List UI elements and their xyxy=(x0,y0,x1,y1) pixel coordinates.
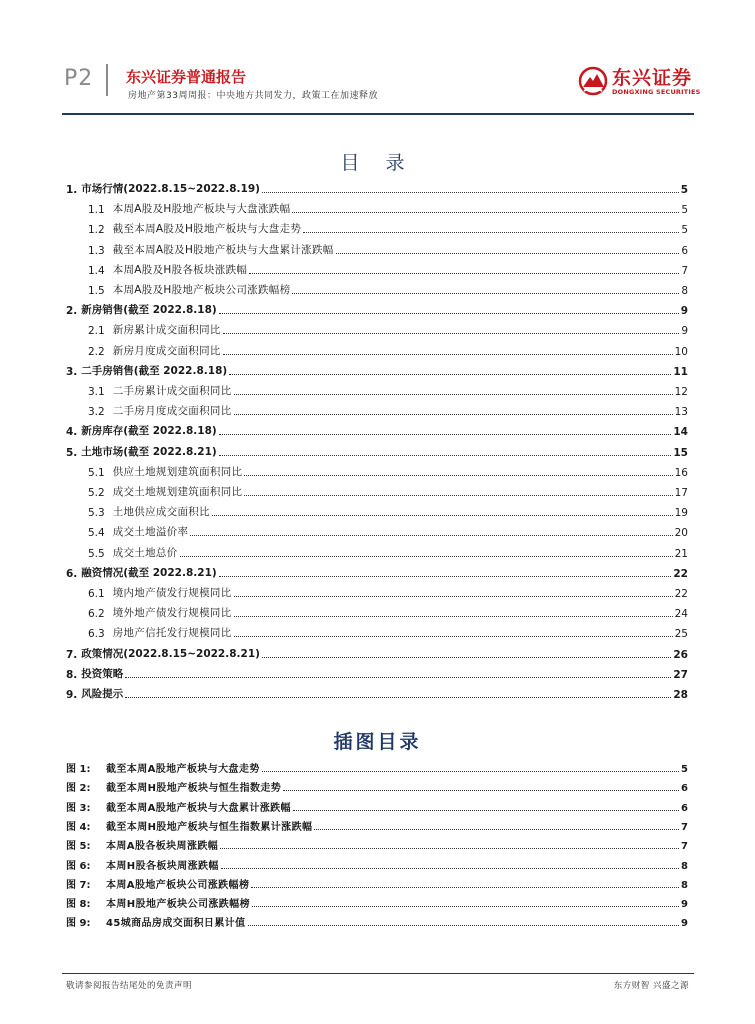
toc-entry[interactable] xyxy=(88,503,688,519)
toc-entry-number: 5. xyxy=(66,446,78,459)
figure-title: 本周H股地产板块公司涨跌幅榜 xyxy=(106,899,250,911)
figure-entry[interactable] xyxy=(66,913,688,929)
toc-entry[interactable] xyxy=(88,281,688,297)
logo-text: 东兴证券 xyxy=(612,67,693,89)
figure-label: 图 6: xyxy=(66,860,91,872)
toc-entry-page: 10 xyxy=(674,345,688,358)
toc-entry-page: 25 xyxy=(674,628,688,641)
report-brand-title: 东兴证券普通报告 xyxy=(126,68,247,86)
figure-page: 8 xyxy=(681,860,688,872)
dot-leader xyxy=(234,636,673,637)
toc-entry[interactable] xyxy=(88,402,688,418)
toc-entry-page: 8 xyxy=(681,285,688,297)
toc-entry-number: 4. xyxy=(66,426,78,439)
toc-entry-page: 14 xyxy=(673,426,688,439)
toc-entry-page: 9 xyxy=(681,325,688,338)
toc-entry-title: 房地产信托发行规模同比 xyxy=(112,627,232,640)
toc-entry-title: 新房月度成交面积同比 xyxy=(112,344,221,357)
figure-page: 6 xyxy=(681,802,688,814)
figure-entry[interactable] xyxy=(66,836,688,852)
dot-leader xyxy=(221,868,679,869)
toc-entry-title: 新房累计成交面积同比 xyxy=(112,324,221,337)
dot-leader xyxy=(262,657,671,658)
toc-entry-page: 22 xyxy=(673,567,688,580)
toc-entry-title: 二手房累计成交面积同比 xyxy=(112,385,232,397)
toc-entry-title: 成交土地溢价率 xyxy=(112,526,189,539)
toc-entry-number: 6.2 xyxy=(88,608,105,621)
toc-entry-number: 1.4 xyxy=(88,264,105,277)
figure-page: 7 xyxy=(681,841,688,853)
toc-entry-number: 7. xyxy=(66,648,78,661)
toc-entry-title: 二手房销售(截至 2022.8.18) xyxy=(81,364,228,377)
dot-leader xyxy=(229,374,671,375)
figure-entry[interactable] xyxy=(66,798,688,814)
footer-rule xyxy=(62,973,694,974)
dot-leader xyxy=(244,475,672,476)
toc-entry-title: 风险提示 xyxy=(81,688,124,700)
toc-entry-page: 26 xyxy=(673,648,688,661)
toc-entry[interactable] xyxy=(88,382,688,398)
toc-entry-title: 成交土地规划建筑面积同比 xyxy=(112,486,243,498)
dot-leader xyxy=(234,394,673,395)
figure-page: 7 xyxy=(681,821,688,833)
toc-entry-number: 1.3 xyxy=(88,244,105,257)
dot-leader xyxy=(244,495,672,496)
toc-entry-page: 24 xyxy=(674,608,688,621)
toc-entry[interactable] xyxy=(88,261,688,277)
dot-leader xyxy=(336,253,680,254)
toc-entry[interactable] xyxy=(66,362,688,378)
toc-entry[interactable] xyxy=(88,624,688,640)
toc-entry-title: 投资策略 xyxy=(81,667,124,680)
toc-entry-title: 土地供应成交面积比 xyxy=(112,506,210,519)
toc-entry-title: 本周A股及H股地产板块公司涨跌幅榜 xyxy=(112,284,291,296)
dot-leader xyxy=(251,887,679,888)
toc-entry-title: 截至本周A股及H股地产板块与大盘走势 xyxy=(112,223,302,236)
toc-entry[interactable] xyxy=(88,463,688,479)
toc-entry-title: 成交土地总价 xyxy=(112,546,178,559)
dot-leader xyxy=(125,697,671,698)
toc-entry-page: 20 xyxy=(674,527,688,540)
toc-entry[interactable] xyxy=(88,200,688,216)
dot-leader xyxy=(283,790,679,791)
figure-title: 45城商品房成交面积日累计值 xyxy=(106,918,246,930)
dot-leader xyxy=(219,434,672,435)
toc-entry-page: 11 xyxy=(673,365,688,378)
dot-leader xyxy=(219,576,672,577)
figure-entry[interactable] xyxy=(66,856,688,872)
toc-entry-page: 28 xyxy=(673,689,688,701)
figure-page: 9 xyxy=(681,918,688,930)
toc-entry-page: 13 xyxy=(674,406,688,419)
toc-entry[interactable] xyxy=(66,645,688,661)
figure-page: 9 xyxy=(681,899,688,911)
dot-leader xyxy=(234,596,673,597)
toc-entry-title: 本周A股及H股地产板块与大盘涨跌幅 xyxy=(112,203,291,216)
toc-entry-page: 19 xyxy=(674,507,688,520)
toc-entry-title: 新房销售(截至 2022.8.18) xyxy=(81,304,217,317)
dot-leader xyxy=(292,212,679,213)
figure-label: 图 2: xyxy=(66,783,91,795)
toc-entry-number: 3.2 xyxy=(88,406,105,419)
dot-leader xyxy=(234,616,673,617)
figure-title: 截至本周A股地产板块与大盘累计涨跌幅 xyxy=(106,802,291,814)
figure-title: 截至本周A股地产板块与大盘走势 xyxy=(106,764,260,775)
toc-entry[interactable] xyxy=(88,483,688,499)
figure-label: 图 7: xyxy=(66,879,91,891)
toc-entry[interactable] xyxy=(88,342,688,358)
toc-entry-number: 5.2 xyxy=(88,487,105,499)
figure-page: 6 xyxy=(681,783,688,795)
figure-list-title: 插图目录 xyxy=(333,731,422,753)
figure-label: 图 9: xyxy=(66,918,91,930)
figure-label: 图 5: xyxy=(66,841,91,853)
toc-entry[interactable] xyxy=(66,665,688,681)
dot-leader xyxy=(223,333,680,334)
dot-leader xyxy=(249,273,679,274)
dot-leader xyxy=(262,771,679,772)
figure-label: 图 8: xyxy=(66,899,91,911)
toc-entry-page: 9 xyxy=(680,305,688,318)
figure-entry[interactable] xyxy=(66,894,688,910)
dot-leader xyxy=(234,414,673,415)
toc-entry-page: 22 xyxy=(674,588,688,600)
toc-entry-page: 27 xyxy=(673,668,688,681)
toc-entry[interactable] xyxy=(88,523,688,539)
dot-leader xyxy=(180,556,673,557)
toc-entry-number: 9. xyxy=(66,689,78,701)
dot-leader xyxy=(262,192,679,193)
toc-entry-title: 本周A股及H股各板块涨跌幅 xyxy=(112,263,248,276)
toc-entry[interactable] xyxy=(66,180,688,196)
dot-leader xyxy=(220,848,679,849)
report-subtitle: 房地产第33周周报：中央地方共同发力，政策工在加速释放 xyxy=(128,91,378,101)
dot-leader xyxy=(292,293,679,294)
toc-entry[interactable] xyxy=(66,443,688,459)
dot-leader xyxy=(303,232,679,233)
toc-entry[interactable] xyxy=(66,422,688,438)
figure-title: 本周A股各板块周涨跌幅 xyxy=(106,841,219,853)
figure-title: 截至本周H股地产板块与恒生指数走势 xyxy=(106,783,282,795)
toc-entry-number: 1.1 xyxy=(88,204,105,217)
logo-english: DONGXING SECURITIES xyxy=(612,88,701,96)
toc-entry-page: 17 xyxy=(674,487,688,499)
toc-title: 目 录 xyxy=(340,152,415,174)
figure-label: 图 4: xyxy=(66,821,91,833)
dot-leader xyxy=(212,515,673,516)
toc-entry-page: 5 xyxy=(681,204,688,217)
toc-entry-page: 15 xyxy=(673,446,688,459)
header-separator xyxy=(106,64,108,96)
toc-entry-number: 6. xyxy=(66,567,78,580)
figure-page: 8 xyxy=(681,879,688,891)
toc-entry-number: 3.1 xyxy=(88,386,105,398)
toc-entry-title: 截至本周A股及H股地产板块与大盘累计涨跌幅 xyxy=(112,243,334,256)
figure-label: 图 3: xyxy=(66,802,91,814)
dot-leader xyxy=(219,313,679,314)
toc-entry-number: 5.3 xyxy=(88,507,105,520)
toc-entry-title: 供应土地规划建筑面积同比 xyxy=(112,465,243,478)
toc-entry-number: 6.1 xyxy=(88,588,105,600)
footer-slogan: 东方财智 兴盛之源 xyxy=(613,981,689,991)
dot-leader xyxy=(190,535,672,536)
toc-entry-title: 土地市场(截至 2022.8.21) xyxy=(81,445,217,458)
toc-entry-title: 境外地产债发行规模同比 xyxy=(112,607,232,620)
toc-entry[interactable] xyxy=(88,584,688,600)
toc-entry-number: 1.2 xyxy=(88,224,105,237)
toc-entry-page: 16 xyxy=(674,466,688,479)
toc-entry-number: 3. xyxy=(66,365,78,378)
toc-entry-number: 1. xyxy=(66,184,78,196)
dot-leader xyxy=(219,455,672,456)
figure-title: 本周H股各板块周涨跌幅 xyxy=(106,860,219,872)
toc-entry-number: 8. xyxy=(66,668,78,681)
toc-entry-number: 2.1 xyxy=(88,325,105,338)
toc-entry[interactable] xyxy=(66,564,688,580)
toc-entry[interactable] xyxy=(88,544,688,560)
toc-entry-page: 12 xyxy=(674,386,688,398)
toc-entry-page: 5 xyxy=(680,184,688,196)
toc-entry[interactable] xyxy=(88,241,688,257)
toc-entry-title: 融资情况(截至 2022.8.21) xyxy=(81,566,217,579)
toc-entry[interactable] xyxy=(66,685,688,701)
dot-leader xyxy=(125,677,671,678)
dot-leader xyxy=(293,810,679,811)
toc-entry-page: 6 xyxy=(681,244,688,257)
toc-entry[interactable] xyxy=(88,321,688,337)
dot-leader xyxy=(252,906,679,907)
dot-leader xyxy=(223,354,673,355)
dot-leader xyxy=(314,829,679,830)
figure-title: 截至本周H股地产板块与恒生指数累计涨跌幅 xyxy=(106,821,313,833)
figure-entry[interactable] xyxy=(66,817,688,833)
toc-entry[interactable] xyxy=(88,604,688,620)
toc-entry-number: 6.3 xyxy=(88,628,105,641)
toc-entry-number: 1.5 xyxy=(88,285,105,297)
toc-entry-number: 2.2 xyxy=(88,345,105,358)
page-number: P2 xyxy=(64,66,94,91)
toc-entry-page: 7 xyxy=(681,264,688,277)
toc-entry[interactable] xyxy=(66,301,688,317)
toc-entry-number: 2. xyxy=(66,305,78,318)
disclaimer-note: 敬请参阅报告结尾处的免责声明 xyxy=(66,981,193,991)
toc-entry-title: 政策情况(2022.8.15~2022.8.21) xyxy=(81,647,260,660)
toc-entry-number: 5.5 xyxy=(88,547,105,560)
figure-title: 本周A股地产板块公司涨跌幅榜 xyxy=(106,879,250,891)
toc-entry-title: 境内地产债发行规模同比 xyxy=(112,587,232,599)
figure-entry[interactable] xyxy=(66,875,688,891)
toc-entry-title: 市场行情(2022.8.15~2022.8.19) xyxy=(81,183,260,195)
figure-entry[interactable] xyxy=(66,778,688,794)
toc-entry-title: 二手房月度成交面积同比 xyxy=(112,405,232,418)
dongxing-emblem-icon xyxy=(578,65,608,99)
header-rule xyxy=(62,113,694,115)
toc-entry[interactable] xyxy=(88,220,688,236)
toc-entry-number: 5.1 xyxy=(88,466,105,479)
figure-page: 5 xyxy=(681,764,688,775)
toc-entry-page: 21 xyxy=(674,547,688,560)
figure-label: 图 1: xyxy=(66,764,91,775)
figure-entry[interactable] xyxy=(66,759,688,775)
toc-entry-title: 新房库存(截至 2022.8.18) xyxy=(81,425,217,438)
dot-leader xyxy=(248,925,680,926)
toc-entry-number: 5.4 xyxy=(88,527,105,540)
dongxing-logo xyxy=(578,63,701,103)
toc-entry-page: 5 xyxy=(681,224,688,237)
